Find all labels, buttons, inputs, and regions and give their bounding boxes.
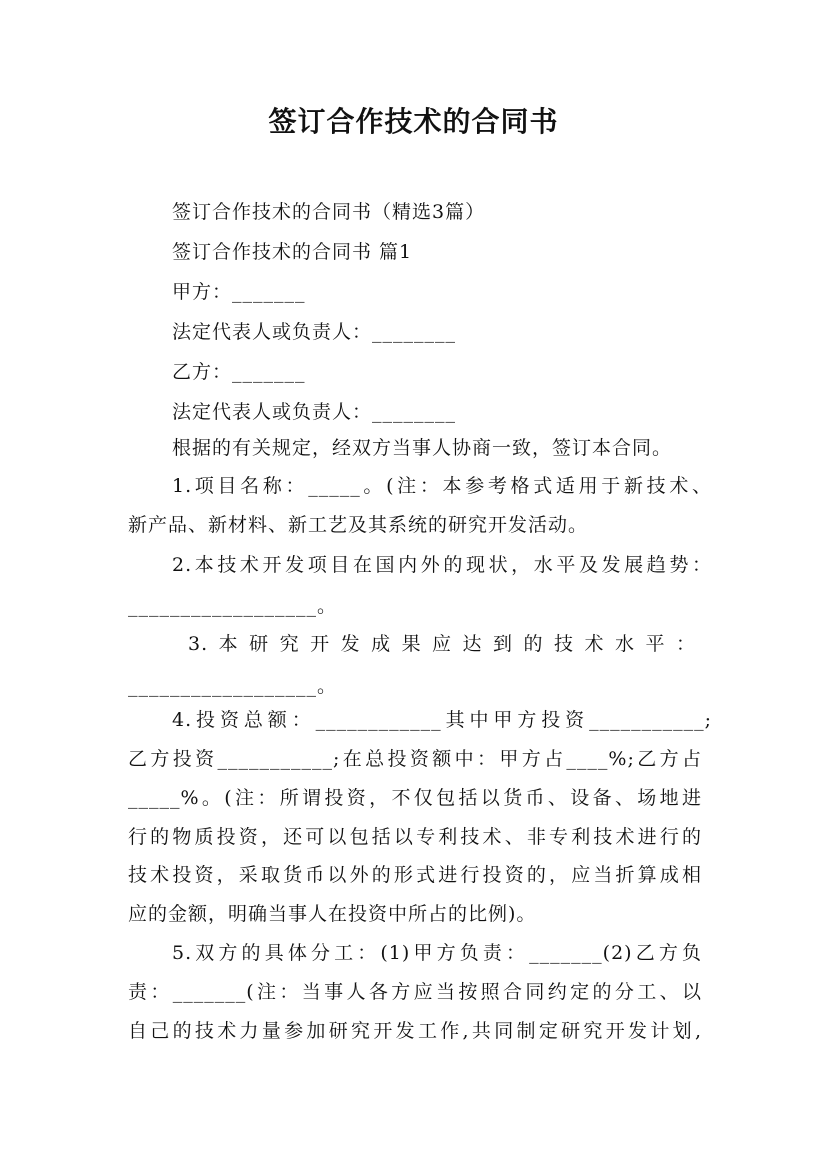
paragraph-line: 4.投资总额：____________其中甲方投资___________; <box>172 709 712 731</box>
paragraph-line: 自己的技术力量参加研究开发工作,共同制定研究开发计划, <box>128 1020 702 1042</box>
section-heading: 签订合作技术的合同书 篇1 <box>172 241 413 263</box>
party-a-representative-line: 法定代表人或负责人：________ <box>172 321 457 343</box>
paragraph-line: 根据的有关规定，经双方当事人协商一致，签订本合同。 <box>172 437 673 459</box>
paragraph-line: __________________。 <box>128 675 338 697</box>
paragraph-line: 5.双方的具体分工：(1)甲方负责：_______(2)乙方负 <box>172 942 702 964</box>
paragraph-line: 3.本研究开发成果应达到的技术水平： <box>188 633 696 655</box>
paragraph-line: 行的物质投资，还可以包括以专利技术、非专利技术进行的 <box>128 826 702 848</box>
paragraph-line: 乙方投资___________;在总投资额中：甲方占____%;乙方占 <box>128 748 702 770</box>
paragraph-line: 新产品、新材料、新工艺及其系统的研究开发活动。 <box>128 514 589 536</box>
paragraph-line: _____%。(注：所谓投资，不仅包括以货币、设备、场地进 <box>128 787 702 809</box>
paragraph-line: 责：_______(注：当事人各方应当按照合同约定的分工、以 <box>128 981 702 1003</box>
party-b-line: 乙方：_______ <box>172 361 306 383</box>
party-b-representative-line: 法定代表人或负责人：________ <box>172 401 457 423</box>
subtitle-line: 签订合作技术的合同书（精选3篇） <box>172 201 486 223</box>
paragraph-line: 应的金额，明确当事人在投资中所占的比例)。 <box>128 903 537 925</box>
paragraph-line: 技术投资，采取货币以外的形式进行投资的，应当折算成相 <box>128 864 702 886</box>
document-title: 签订合作技术的合同书 <box>268 105 559 138</box>
paragraph-line: __________________。 <box>128 595 338 617</box>
paragraph-line: 2.本技术开发项目在国内外的现状，水平及发展趋势： <box>172 554 712 576</box>
paragraph-line: 1.项目名称：_____。(注：本参考格式适用于新技术、 <box>172 475 712 497</box>
party-a-line: 甲方：_______ <box>172 281 306 303</box>
